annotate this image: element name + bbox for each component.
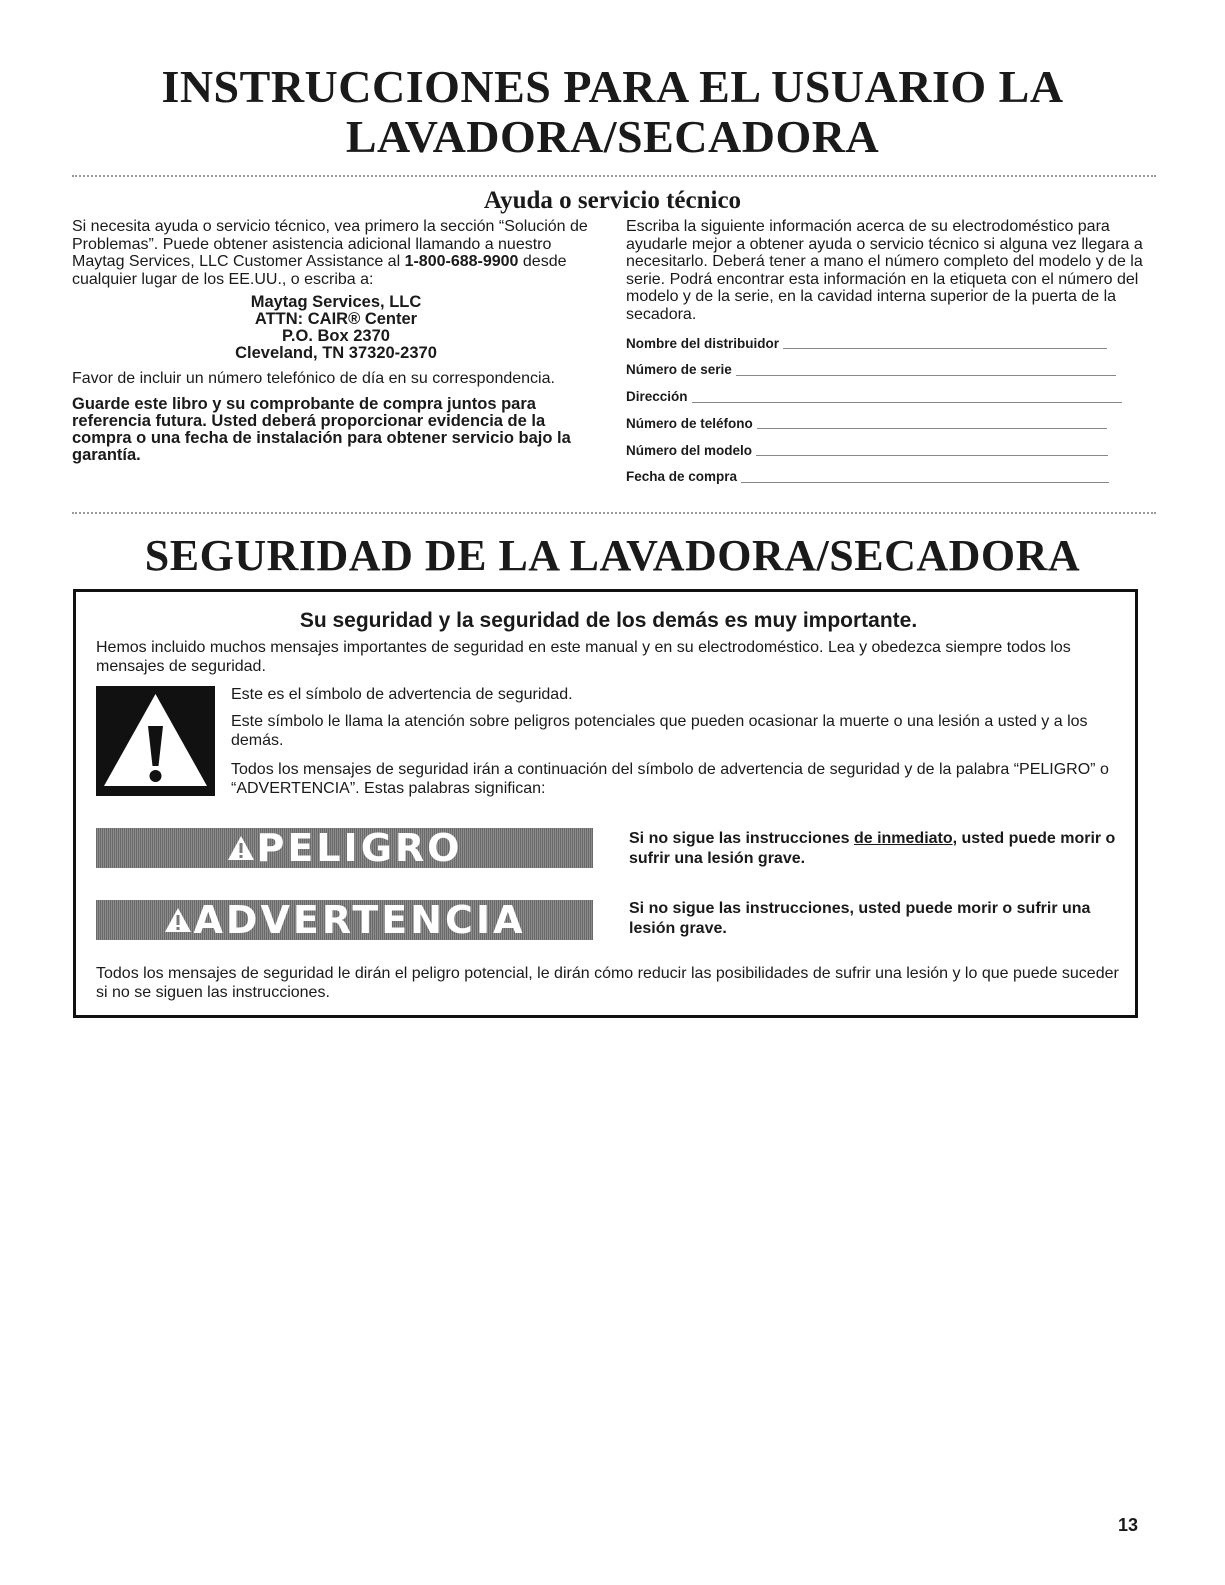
form-label: Nombre del distribuidor	[626, 335, 780, 351]
address-line: P.O. Box 2370	[282, 327, 390, 345]
danger-banner	[96, 828, 593, 868]
keep-receipt-note: Guarde este libro y su comprobante de compra juntos para referencia futura. Usted deberá proporcionar evidencia de la compra o una fecha de instalación para obtener servicio bajo la garantía.	[72, 394, 571, 464]
address-line: Maytag Services, LLC	[250, 293, 422, 311]
mailing-address	[72, 294, 600, 362]
warning-banner	[96, 900, 593, 940]
purchase-date-field[interactable]	[741, 481, 1109, 483]
safety-intro: Hemos incluido muchos mensajes importantes de seguridad en este manual y en su electrodoméstico. Lea y obedezca siempre todos los mensajes de seguridad.	[96, 639, 1071, 675]
service-intro-text-2: desde cualquier lugar de los EE.UU., o escriba a:	[72, 253, 567, 288]
service-intro-text: Si necesita ayuda o servicio técnico, vea primero la sección “Solución de Problemas”. Puede obtener asistencia adicional llamando a nuestro Maytag Services, LLC Customer Assistance al	[72, 218, 588, 270]
form-row-dealer	[626, 335, 1146, 352]
service-left-column	[72, 218, 600, 464]
serial-number-field[interactable]	[736, 374, 1116, 376]
form-label: Número del modelo	[626, 442, 753, 458]
signal-words-note: Todos los mensajes de seguridad irán a continuación del símbolo de advertencia de seguridad y de la palabra “PELIGRO” o “ADVERTENCIA”. Estas palabras significan:	[231, 761, 1109, 797]
daytime-phone-note: Favor de incluir un número telefónico de día en su correspondencia.	[72, 370, 555, 387]
service-intro	[72, 218, 600, 288]
danger-text-2: , usted puede morir o sufrir una lesión grave.	[629, 830, 1116, 867]
page-title	[0, 62, 1225, 162]
divider-top	[72, 175, 1156, 177]
service-heading: Ayuda o servicio técnico	[483, 187, 742, 214]
safety-alert-icon	[96, 686, 215, 796]
symbol-explanation: Este símbolo le llama la atención sobre peligros potenciales que pueden ocasionar la muerte o una lesión a usted y a los demás.	[231, 713, 1088, 749]
danger-description	[629, 829, 1119, 869]
page-title-line2: LAVADORA/SECADORA	[345, 111, 880, 162]
alert-triangle-icon	[164, 907, 192, 933]
safety-box-heading: Su seguridad y la seguridad de los demás es muy importante.	[299, 609, 918, 632]
warning-label: ADVERTENCIA	[193, 898, 526, 942]
danger-text-emphasis: de inmediato	[853, 830, 953, 847]
form-row-model	[626, 442, 1146, 459]
service-phone-number: 1-800-688-9900	[404, 253, 519, 270]
form-label: Dirección	[626, 389, 688, 405]
form-label: Número de teléfono	[626, 415, 753, 431]
phone-number-field[interactable]	[757, 427, 1107, 429]
form-label: Fecha de compra	[626, 469, 738, 485]
safety-title: SEGURIDAD DE LA LAVADORA/SECADORA	[144, 531, 1081, 580]
service-right-column	[626, 218, 1146, 496]
warning-description: Si no sigue las instrucciones, usted puede morir o sufrir una lesión grave.	[629, 900, 1091, 937]
page-title-line1: INSTRUCCIONES PARA EL USUARIO LA	[161, 61, 1064, 112]
model-number-field[interactable]	[756, 454, 1108, 456]
form-row-purchase-date	[626, 469, 1146, 486]
danger-text: Si no sigue las instrucciones	[629, 830, 854, 847]
safety-closing-note: Todos los mensajes de seguridad le dirán el peligro potencial, le dirán cómo reducir las posibilidades de sufrir una lesión y lo que puede suceder si no se siguen las instrucciones.	[96, 965, 1119, 1001]
danger-label: PELIGRO	[256, 826, 463, 870]
address-line: Cleveland, TN 37320-2370	[235, 344, 437, 362]
address-line: ATTN: CAIR® Center	[254, 310, 418, 328]
form-row-address	[626, 389, 1146, 406]
symbol-definition: Este es el símbolo de advertencia de seguridad.	[231, 686, 573, 703]
form-row-serial	[626, 362, 1146, 379]
page-number: 13	[1118, 1515, 1139, 1535]
safety-box	[73, 589, 1138, 1018]
record-info-intro: Escriba la siguiente información acerca de su electrodoméstico para ayudarle mejor a obtener ayuda o servicio técnico si alguna vez llegara a necesitarlo. Deberá tener a mano el número completo del modelo y de la serie. Podrá encontrar esta información en la etiqueta con el número del modelo y de la serie, en la cavidad interna superior de la puerta de la secadora.	[626, 218, 1143, 323]
alert-triangle-icon	[227, 835, 255, 861]
dealer-name-field[interactable]	[783, 347, 1107, 349]
form-label: Número de serie	[626, 362, 732, 378]
address-field[interactable]	[692, 401, 1122, 403]
divider-bottom	[72, 512, 1156, 514]
form-row-phone	[626, 415, 1146, 432]
